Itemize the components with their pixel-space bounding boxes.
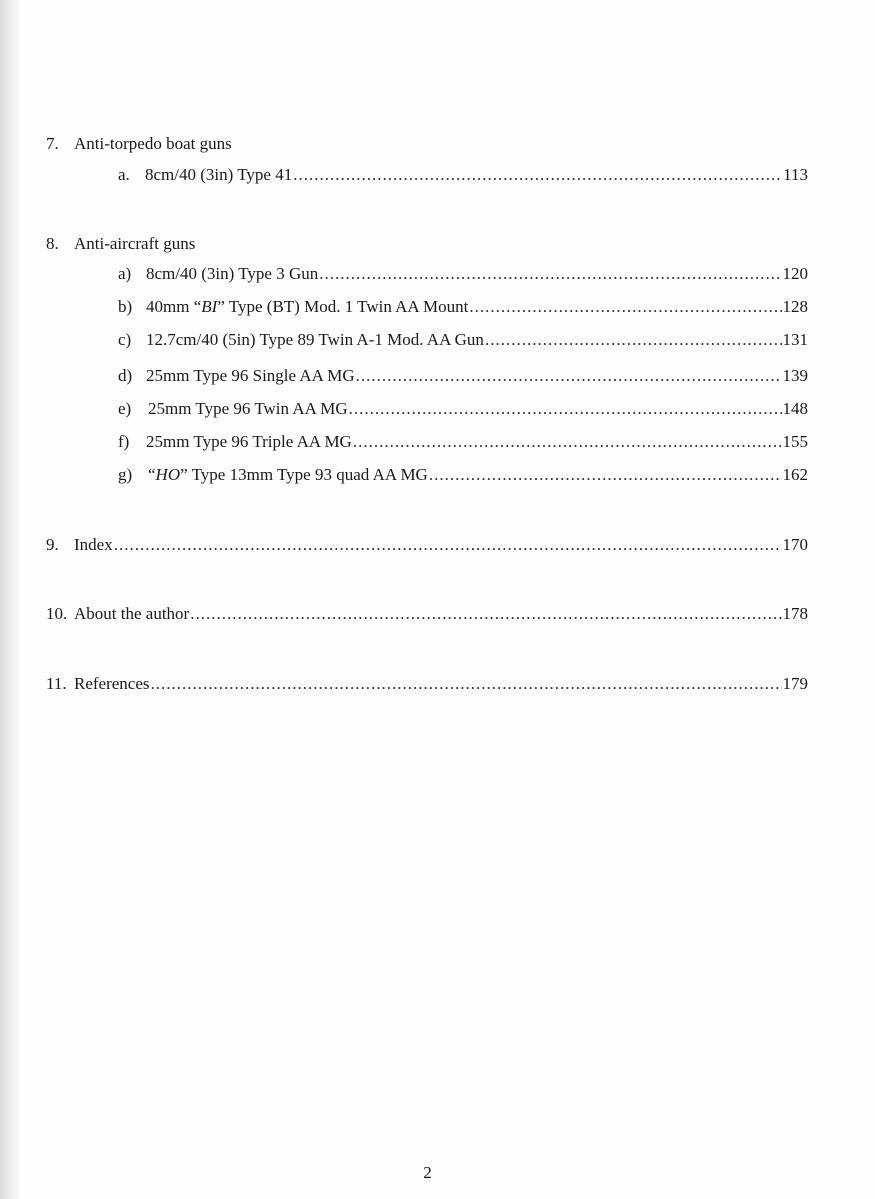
entry-page-number: 155	[782, 432, 808, 451]
entry-title: 25mm Type 96 Single AA MG	[146, 366, 355, 385]
dot-leader	[151, 674, 782, 694]
dot-leader	[114, 535, 782, 555]
toc-entry[interactable]	[118, 165, 808, 187]
entry-marker: a)	[118, 264, 132, 283]
entry-title: Index	[74, 535, 113, 554]
dot-leader	[293, 165, 782, 185]
entry-page-number: 131	[782, 330, 808, 349]
entry-title: 40mm “BI” Type (BT) Mod. 1 Twin AA Mount	[146, 297, 469, 316]
toc-entry[interactable]	[118, 465, 808, 487]
entry-title: 8cm/40 (3in) Type 41	[145, 165, 293, 184]
page-number: 2	[423, 1163, 432, 1182]
dot-leader	[485, 330, 782, 350]
entry-page-number: 148	[782, 399, 808, 418]
toc-entry-index[interactable]	[46, 535, 808, 557]
section-title: Anti-aircraft guns	[74, 234, 196, 253]
toc-entry[interactable]	[118, 330, 808, 352]
dot-leader	[469, 297, 781, 317]
dot-leader	[429, 465, 782, 485]
toc-entry-references[interactable]	[46, 674, 808, 696]
entry-title: 25mm Type 96 Triple AA MG	[146, 432, 352, 451]
toc-entry[interactable]	[118, 297, 808, 319]
toc-entry[interactable]	[118, 264, 808, 286]
toc-entry[interactable]	[118, 432, 808, 454]
entry-title: “HO” Type 13mm Type 93 quad AA MG	[148, 465, 428, 484]
toc-entry[interactable]	[118, 399, 808, 421]
entry-marker: 10.	[46, 604, 68, 623]
entry-marker: b)	[118, 297, 133, 316]
entry-page-number: 178	[782, 604, 808, 623]
section-number: 8.	[46, 234, 59, 253]
section-7-heading	[46, 134, 232, 154]
entry-page-number: 120	[782, 264, 808, 283]
entry-marker: 11.	[46, 674, 67, 693]
toc-entry[interactable]	[118, 366, 808, 388]
entry-marker: a.	[118, 165, 130, 184]
section-number: 7.	[46, 134, 59, 153]
entry-title: 25mm Type 96 Twin AA MG	[148, 399, 348, 418]
entry-marker: g)	[118, 465, 133, 484]
dot-leader	[349, 399, 782, 419]
entry-marker: f)	[118, 432, 130, 451]
section-8-heading	[46, 234, 195, 254]
section-title: Anti-torpedo boat guns	[74, 134, 232, 153]
dot-leader	[353, 432, 782, 452]
entry-page-number: 128	[782, 297, 808, 316]
entry-page-number: 179	[782, 674, 808, 693]
entry-marker: c)	[118, 330, 132, 349]
entry-title: References	[74, 674, 150, 693]
dot-leader	[190, 604, 781, 624]
entry-marker: d)	[118, 366, 133, 385]
entry-page-number: 162	[782, 465, 808, 484]
entry-page-number: 113	[783, 165, 808, 184]
entry-title: 8cm/40 (3in) Type 3 Gun	[146, 264, 319, 283]
toc-entry-about-author[interactable]	[46, 604, 808, 626]
entry-marker: 9.	[46, 535, 59, 554]
entry-page-number: 139	[782, 366, 808, 385]
entry-title: 12.7cm/40 (5in) Type 89 Twin A-1 Mod. AA Gun	[146, 330, 484, 349]
dot-leader	[356, 366, 782, 386]
scan-edge-shadow	[0, 0, 22, 1199]
entry-marker: e)	[118, 399, 132, 418]
entry-title: About the author	[74, 604, 190, 623]
dot-leader	[319, 264, 781, 284]
entry-page-number: 170	[782, 535, 808, 554]
